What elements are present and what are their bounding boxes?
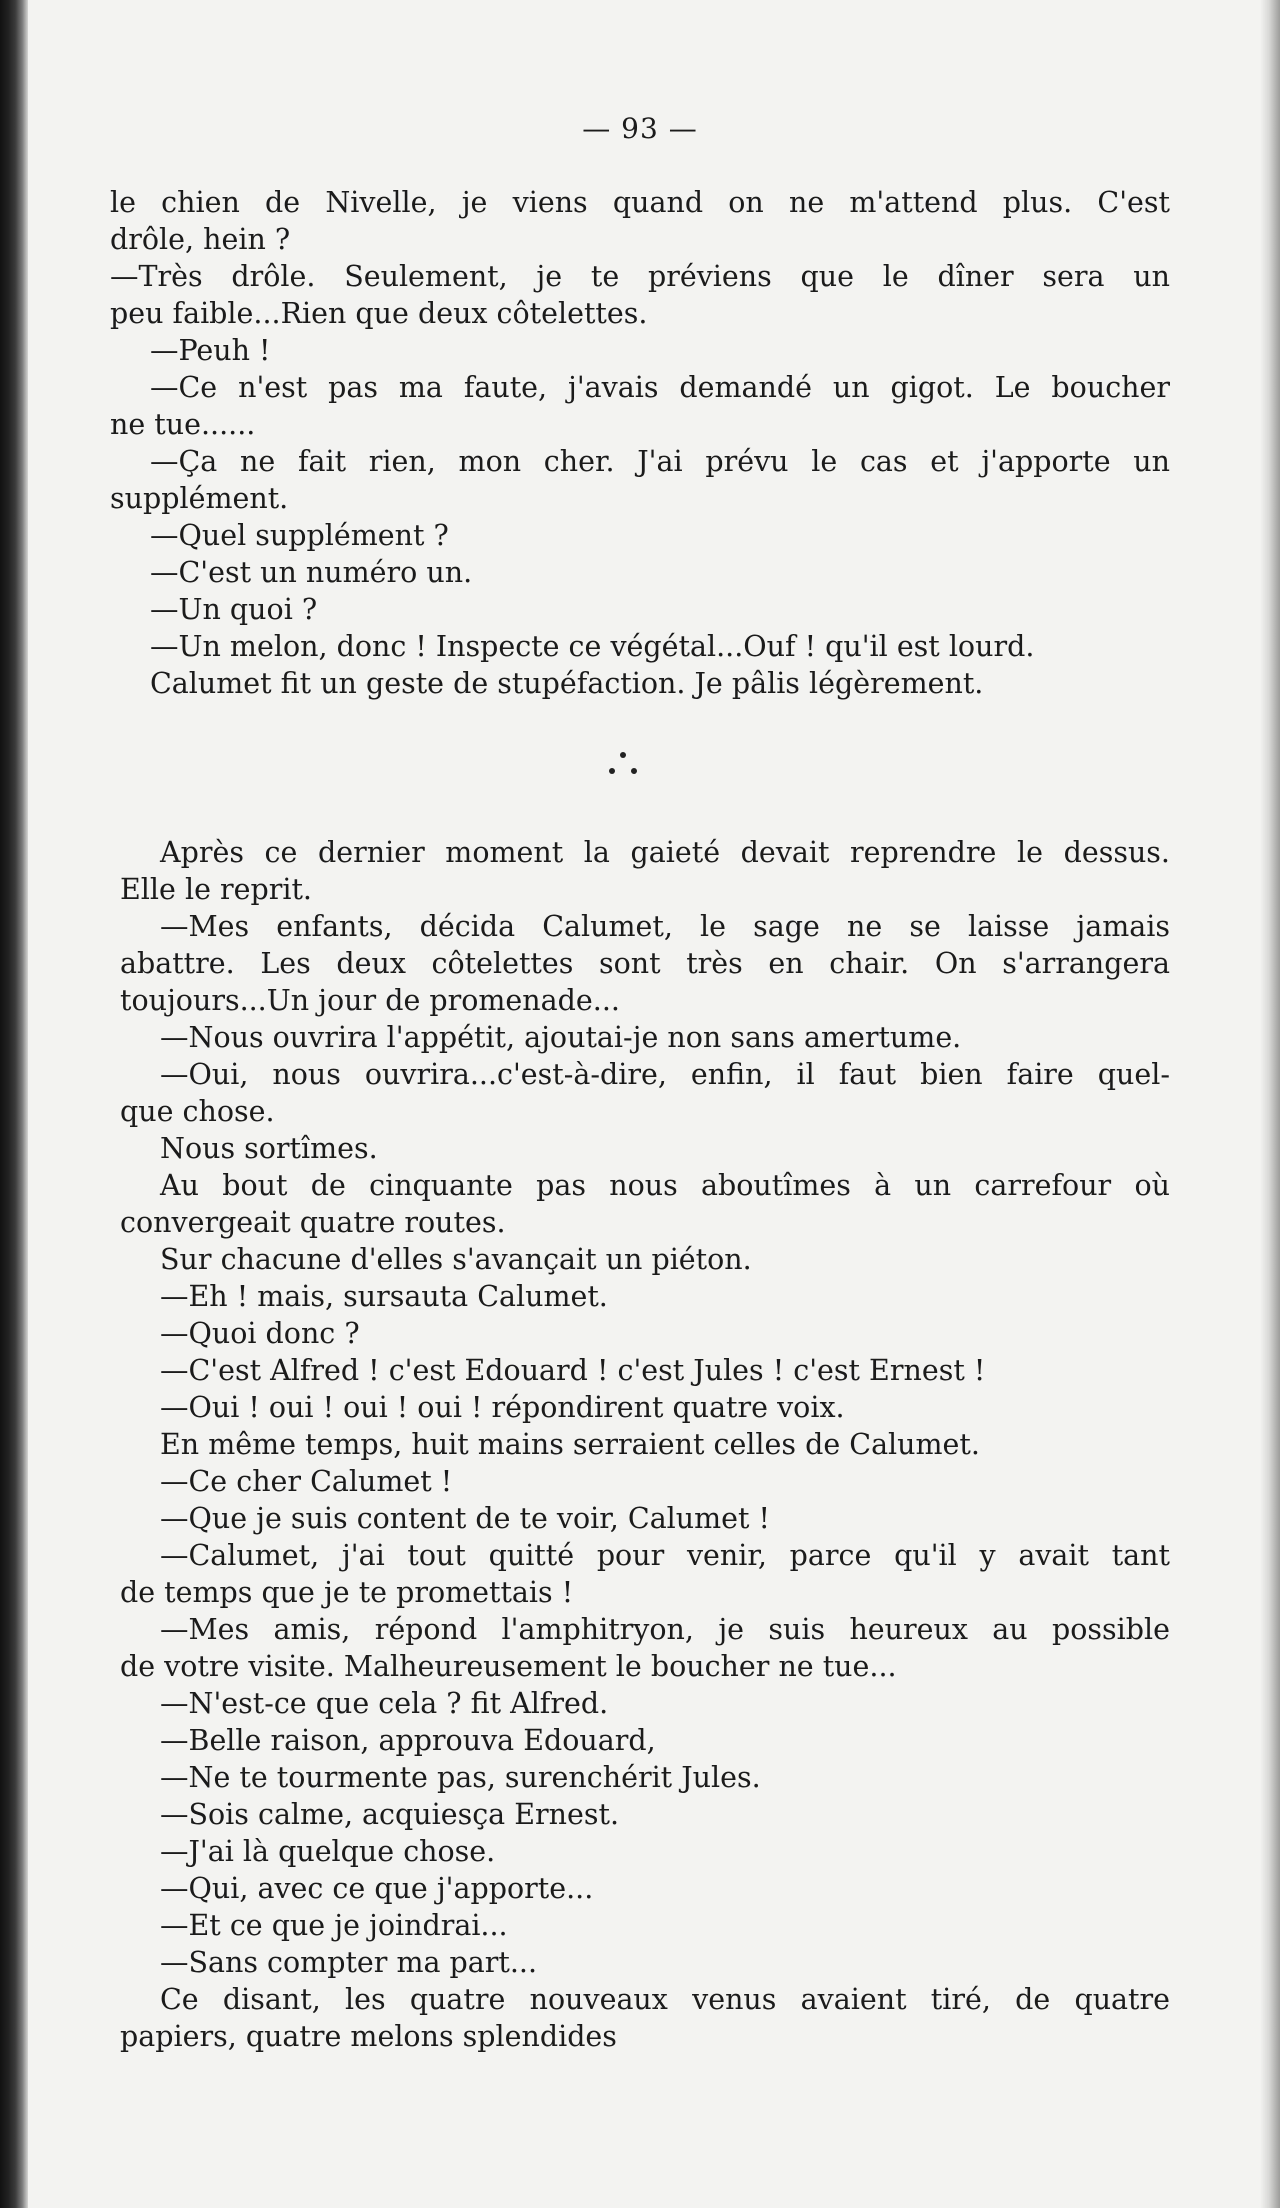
text-line: —Et ce que je joindrai... (160, 1909, 508, 1942)
text-line: —Que je suis content de te voir, Calumet ! (160, 1502, 771, 1535)
text-line: —Ne te tourmente pas, surenchérit Jules. (160, 1761, 761, 1794)
text-line: de temps que je te promettais ! (120, 1576, 574, 1609)
text-line: —N'est-ce que cela ? fit Alfred. (160, 1687, 609, 1720)
text-line: —Quel supplément ? (150, 519, 449, 552)
text-line: —Un quoi ? (150, 593, 318, 626)
text-line: —J'ai là quelque chose. (160, 1835, 496, 1868)
text-line: —Oui ! oui ! oui ! oui ! répondirent quatre voix. (160, 1391, 845, 1424)
text-line: —Mes amis, répond l'amphitryon, je suis heureux au possible (160, 1613, 1170, 1646)
text-line: de votre visite. Malheureusement le boucher ne tue... (120, 1650, 897, 1683)
text-line: En même temps, huit mains serraient celles de Calumet. (160, 1428, 980, 1461)
text-line: Ce disant, les quatre nouveaux venus avaient tiré, de quatre (160, 1983, 1170, 2016)
binding-shadow (0, 0, 28, 2208)
text-line: —Nous ouvrira l'appétit, ajoutai-je non sans amertume. (160, 1021, 962, 1054)
text-line: —Sans compter ma part... (160, 1946, 538, 1979)
text-line: —Ce n'est pas ma faute, j'avais demandé un gigot. Le boucher (150, 371, 1170, 404)
asterism-dot (620, 752, 626, 758)
text-line: —Ça ne fait rien, mon cher. J'ai prévu le cas et j'apporte un (150, 445, 1170, 478)
text-line: —Un melon, donc ! Inspecte ce végétal...Ouf ! qu'il est lourd. (150, 630, 1035, 663)
text-line: —Eh ! mais, sursauta Calumet. (160, 1280, 608, 1313)
text-line: Calumet fit un geste de stupéfaction. Je pâlis légèrement. (150, 667, 984, 700)
text-line: drôle, hein ? (110, 223, 291, 256)
text-line: —Belle raison, approuva Edouard, (160, 1724, 656, 1757)
text-line: —Qui, avec ce que j'apporte... (160, 1872, 594, 1905)
page-edge (1260, 0, 1280, 2208)
asterism-dot (631, 768, 637, 774)
text-line: —Calumet, j'ai tout quitté pour venir, parce qu'il y avait tant (160, 1539, 1170, 1572)
text-line: le chien de Nivelle, je viens quand on ne m'attend plus. C'est (110, 186, 1170, 219)
page-number: — 93 — (582, 112, 698, 145)
text-line: —Mes enfants, décida Calumet, le sage ne se laisse jamais (160, 910, 1170, 943)
asterism-dot (609, 768, 615, 774)
text-line: —Sois calme, acquiesça Ernest. (160, 1798, 620, 1831)
text-line: Elle le reprit. (120, 873, 312, 906)
text-line: que chose. (120, 1095, 275, 1128)
text-line: —Ce cher Calumet ! (160, 1465, 453, 1498)
text-line: —Quoi donc ? (160, 1317, 360, 1350)
asterism-separator (603, 744, 643, 784)
text-line: peu faible...Rien que deux côtelettes. (110, 297, 648, 330)
text-line: —Peuh ! (150, 334, 271, 367)
text-line: Nous sortîmes. (160, 1132, 378, 1165)
text-block-2 (120, 834, 1170, 2055)
text-line: Au bout de cinquante pas nous aboutîmes à un carrefour où (160, 1169, 1170, 1202)
text-block-1 (110, 184, 1170, 702)
text-line: convergeait quatre routes. (120, 1206, 506, 1239)
text-line: supplément. (110, 482, 289, 515)
text-line: —C'est Alfred ! c'est Edouard ! c'est Jules ! c'est Ernest ! (160, 1354, 986, 1387)
text-line: —Oui, nous ouvrira...c'est-à-dire, enfin, il faut bien faire quel- (160, 1058, 1170, 1091)
text-line: —C'est un numéro un. (150, 556, 473, 589)
text-line: Sur chacune d'elles s'avançait un piéton. (160, 1243, 752, 1276)
text-line: Après ce dernier moment la gaieté devait reprendre le dessus. (160, 836, 1170, 869)
text-line: ne tue...... (110, 408, 256, 441)
text-line: —Très drôle. Seulement, je te préviens que le dîner sera un (110, 260, 1170, 293)
text-line: toujours...Un jour de promenade... (120, 984, 620, 1017)
text-line: abattre. Les deux côtelettes sont très en chair. On s'arrangera (120, 947, 1170, 980)
text-line: papiers, quatre melons splendides (120, 2020, 617, 2053)
